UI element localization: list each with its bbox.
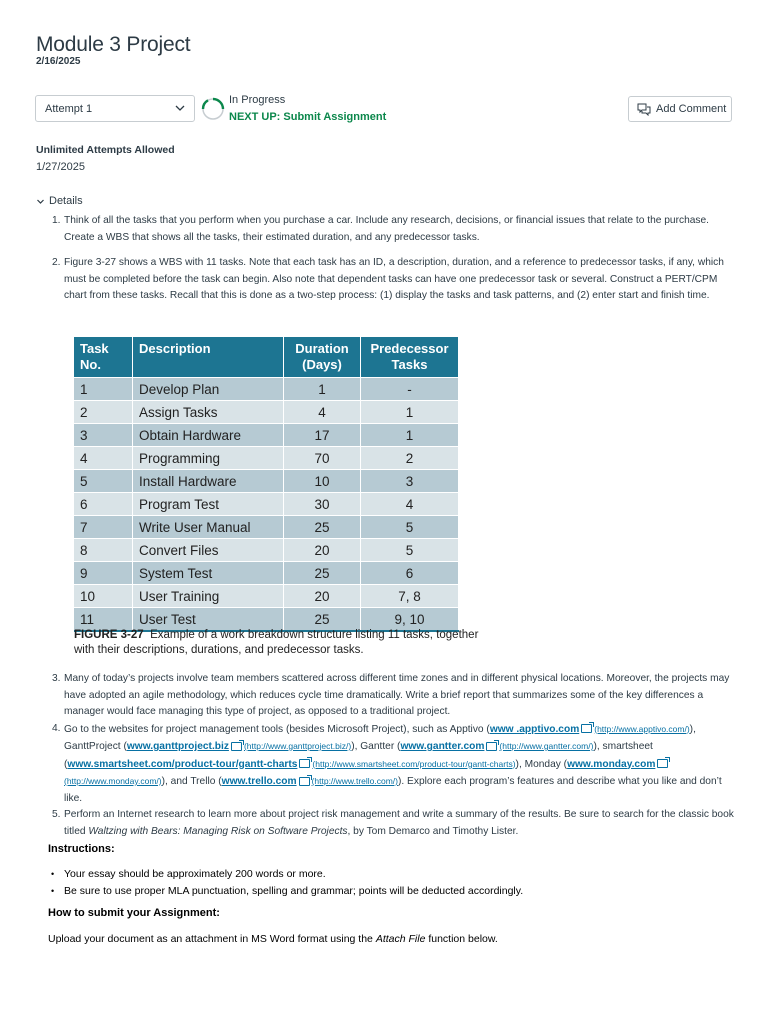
apptivo-url-link[interactable]: (http://www.apptivo.com/) [594, 723, 690, 734]
details-label: Details [49, 195, 83, 207]
figure-caption: FIGURE 3-27 Example of a work breakdown structure listing 11 tasks, together with their descriptions, durations, and predecessor tasks. [74, 629, 479, 656]
external-link-icon [581, 724, 592, 733]
table-row [74, 516, 459, 539]
list-item: • Be sure to use proper MLA punctuation, spelling and grammar; points will be deducted accordingly. [48, 883, 523, 900]
col-task-no: Task No. [74, 337, 133, 378]
external-link-icon [657, 759, 668, 768]
gantter-url-link[interactable]: (http://www.gantter.com/) [499, 741, 594, 751]
chevron-down-icon [36, 197, 45, 206]
submit-instructions: Upload your document as an attachment in MS Word format using the Attach File function below. [48, 933, 498, 945]
table-cell-dur: 30 [284, 493, 361, 516]
table-cell-dur: 1 [284, 378, 361, 401]
table-cell-dur: 4 [284, 401, 361, 424]
step-1-text: Think of all the tasks that you perform when you purchase a car. Include any research, decisions, or financial issues that relate to the purchase. Create a WBS that shows all the tasks, their estimated duration, and any predecessor tasks. [64, 215, 709, 243]
table-cell-pred: 9, 10 [361, 608, 459, 632]
table-cell-desc: Assign Tasks [133, 401, 284, 424]
table-cell-desc: Install Hardware [133, 470, 284, 493]
list-item: 2. Figure 3-27 shows a WBS with 11 tasks. Note that each task has an ID, a description, duration, and a reference to predecessor tasks, if any, which must be completed before the task can begin. Also note that dependent tasks can have one predecessor task or several. Construct a PERT/CPM chart from these tasks. Recall that this is done as a two-step process: (1) display the tasks and task patterns, and (2) enter start and finish time. [52, 257, 724, 301]
table-cell-no: 6 [74, 493, 133, 516]
table-cell-pred: - [361, 378, 459, 401]
table-cell-dur: 20 [284, 585, 361, 608]
assignment-steps-continued [52, 671, 736, 840]
table-row [74, 539, 459, 562]
list-item: 5. Perform an Internet research to learn more about project risk management and write a summary of the results. Be sure to search for the classic book titled Waltzing with Bears: Managing Risk on Software Projects, by Tom Demarco and Timothy Lister. [52, 809, 734, 837]
external-link-icon [299, 777, 310, 786]
table-cell-dur: 25 [284, 562, 361, 585]
col-duration: Duration (Days) [284, 337, 361, 378]
table-cell-no: 10 [74, 585, 133, 608]
table-cell-pred: 1 [361, 401, 459, 424]
table-row [74, 378, 459, 401]
table-cell-dur: 70 [284, 447, 361, 470]
due-date: 1/27/2025 [36, 161, 85, 173]
attempts-allowed: Unlimited Attempts Allowed [36, 144, 175, 156]
list-item: 3. Many of today’s projects involve team members scattered across different time zones and in different physical locations. Moreover, the projects may have adopted an agile methodology, which reduces cycle time dramatically. Write a brief report that summarizes some of the key differences a manager would face managing this type of project, as opposed to a traditional project. [52, 673, 730, 717]
external-link-icon [486, 742, 497, 751]
list-item: 4. Go to the websites for project management tools (besides Microsoft Project), such as Apptivo (www .apptivo.com (http://www.apptivo.com/)), GanttProject (www.ganttproject.biz (http://www.ganttproject.biz/)), Gantter (www.gantter.com (http://www.gantter.com/)), smartsheet (www.smartsheet.com/product-tour/gantt-charts (http://www.smartsheet.com/product-tour/gantt-charts)), Monday (www.monday.com(http://www.monday.com/)), and Trello (www.trello.com (http://www.trello.com/)). Explore each program’s features and describe what you like and don’t like. [52, 722, 722, 804]
table-cell-no: 11 [74, 608, 133, 632]
table-cell-no: 3 [74, 424, 133, 447]
col-predecessor: Predecessor Tasks [361, 337, 459, 378]
details-toggle[interactable] [36, 195, 83, 207]
table-cell-desc: User Training [133, 585, 284, 608]
add-comment-label: Add Comment [656, 103, 727, 115]
table-cell-desc: Write User Manual [133, 516, 284, 539]
table-row [74, 585, 459, 608]
step-2-text: Figure 3-27 shows a WBS with 11 tasks. Note that each task has an ID, a description, duration, and a reference to predecessor tasks, if any, which must be completed before the task can begin. Also note that dependent tasks can have one predecessor task or several. Construct a PERT/CPM chart from these tasks. Recall that this is done as a two-step process: (1) display the tasks and task patterns, and (2) enter start and finish time. [64, 257, 724, 301]
wbs-figure-table [74, 337, 459, 632]
table-cell-dur: 10 [284, 470, 361, 493]
step-3-text: Many of today’s projects involve team members scattered across different time zones and in different physical locations. Moreover, the projects may have adopted an agile methodology, which reduces cycle time dramatically. Write a brief report that summarizes some of the key differences a manager would face managing this type of project, as opposed to a traditional project. [64, 673, 730, 717]
book-title: Waltzing with Bears: Managing Risk on Software Projects [88, 825, 348, 837]
table-cell-desc: User Test [133, 608, 284, 632]
table-cell-no: 9 [74, 562, 133, 585]
attempt-select[interactable] [35, 95, 195, 122]
table-cell-dur: 25 [284, 608, 361, 632]
table-cell-no: 8 [74, 539, 133, 562]
instructions-list [48, 866, 523, 900]
list-item: • Your essay should be approximately 200 words or more. [48, 866, 523, 883]
ganttproject-link[interactable]: www.ganttproject.biz [126, 741, 229, 752]
table-row [74, 562, 459, 585]
table-cell-dur: 25 [284, 516, 361, 539]
table-cell-desc: Convert Files [133, 539, 284, 562]
table-cell-pred: 1 [361, 424, 459, 447]
instructions-heading: Instructions: [48, 843, 115, 855]
table-cell-dur: 20 [284, 539, 361, 562]
table-cell-no: 2 [74, 401, 133, 424]
table-cell-no: 5 [74, 470, 133, 493]
trello-url-link[interactable]: (http://www.trello.com/) [311, 776, 398, 786]
table-cell-desc: Program Test [133, 493, 284, 516]
progress-ring-icon [201, 97, 225, 121]
table-cell-no: 4 [74, 447, 133, 470]
next-up-link[interactable]: NEXT UP: Submit Assignment [229, 111, 387, 123]
gantter-link[interactable]: www.gantter.com [400, 741, 485, 752]
table-cell-pred: 6 [361, 562, 459, 585]
list-item: 1. Think of all the tasks that you perform when you purchase a car. Include any research, decisions, or financial issues that relate to the purchase. Create a WBS that shows all the tasks, their estimated duration, and any predecessor tasks. [52, 215, 709, 243]
table-cell-no: 1 [74, 378, 133, 401]
monday-url-link[interactable]: (http://www.monday.com/) [64, 776, 162, 786]
chevron-down-icon [174, 102, 186, 114]
table-cell-desc: Develop Plan [133, 378, 284, 401]
table-cell-pred: 5 [361, 516, 459, 539]
assignment-steps [52, 213, 736, 305]
trello-link[interactable]: www.trello.com [221, 776, 297, 787]
table-row [74, 424, 459, 447]
page-title: Module 3 Project [36, 33, 191, 56]
table-cell-desc: Obtain Hardware [133, 424, 284, 447]
table-row [74, 401, 459, 424]
ganttproject-url-link[interactable]: (http://www.ganttproject.biz/) [243, 741, 352, 751]
submit-heading: How to submit your Assignment: [48, 907, 220, 919]
table-row [74, 470, 459, 493]
attempt-status: In Progress [229, 94, 286, 106]
table-cell-desc: System Test [133, 562, 284, 585]
attempt-select-value: Attempt 1 [45, 103, 93, 115]
table-header-row [74, 337, 459, 378]
table-cell-no: 7 [74, 516, 133, 539]
table-row [74, 493, 459, 516]
col-description: Description [133, 337, 284, 378]
comment-icon [637, 103, 651, 116]
table-cell-pred: 5 [361, 539, 459, 562]
table-cell-dur: 17 [284, 424, 361, 447]
table-cell-pred: 4 [361, 493, 459, 516]
table-cell-desc: Programming [133, 447, 284, 470]
external-link-icon [231, 742, 242, 751]
table-cell-pred: 2 [361, 447, 459, 470]
smartsheet-url-link[interactable]: (http://www.smartsheet.com/product-tour/gantt-charts) [312, 758, 516, 769]
add-comment-button[interactable] [628, 96, 732, 122]
page-date: 2/16/2025 [36, 56, 81, 67]
table-cell-pred: 7, 8 [361, 585, 459, 608]
apptivo-link[interactable]: www .apptivo.com [489, 723, 580, 735]
monday-link[interactable]: www.monday.com [567, 758, 656, 770]
smartsheet-link[interactable]: www.smartsheet.com/product-tour/gantt-charts [67, 758, 298, 770]
table-row [74, 447, 459, 470]
table-cell-pred: 3 [361, 470, 459, 493]
external-link-icon [299, 759, 310, 768]
